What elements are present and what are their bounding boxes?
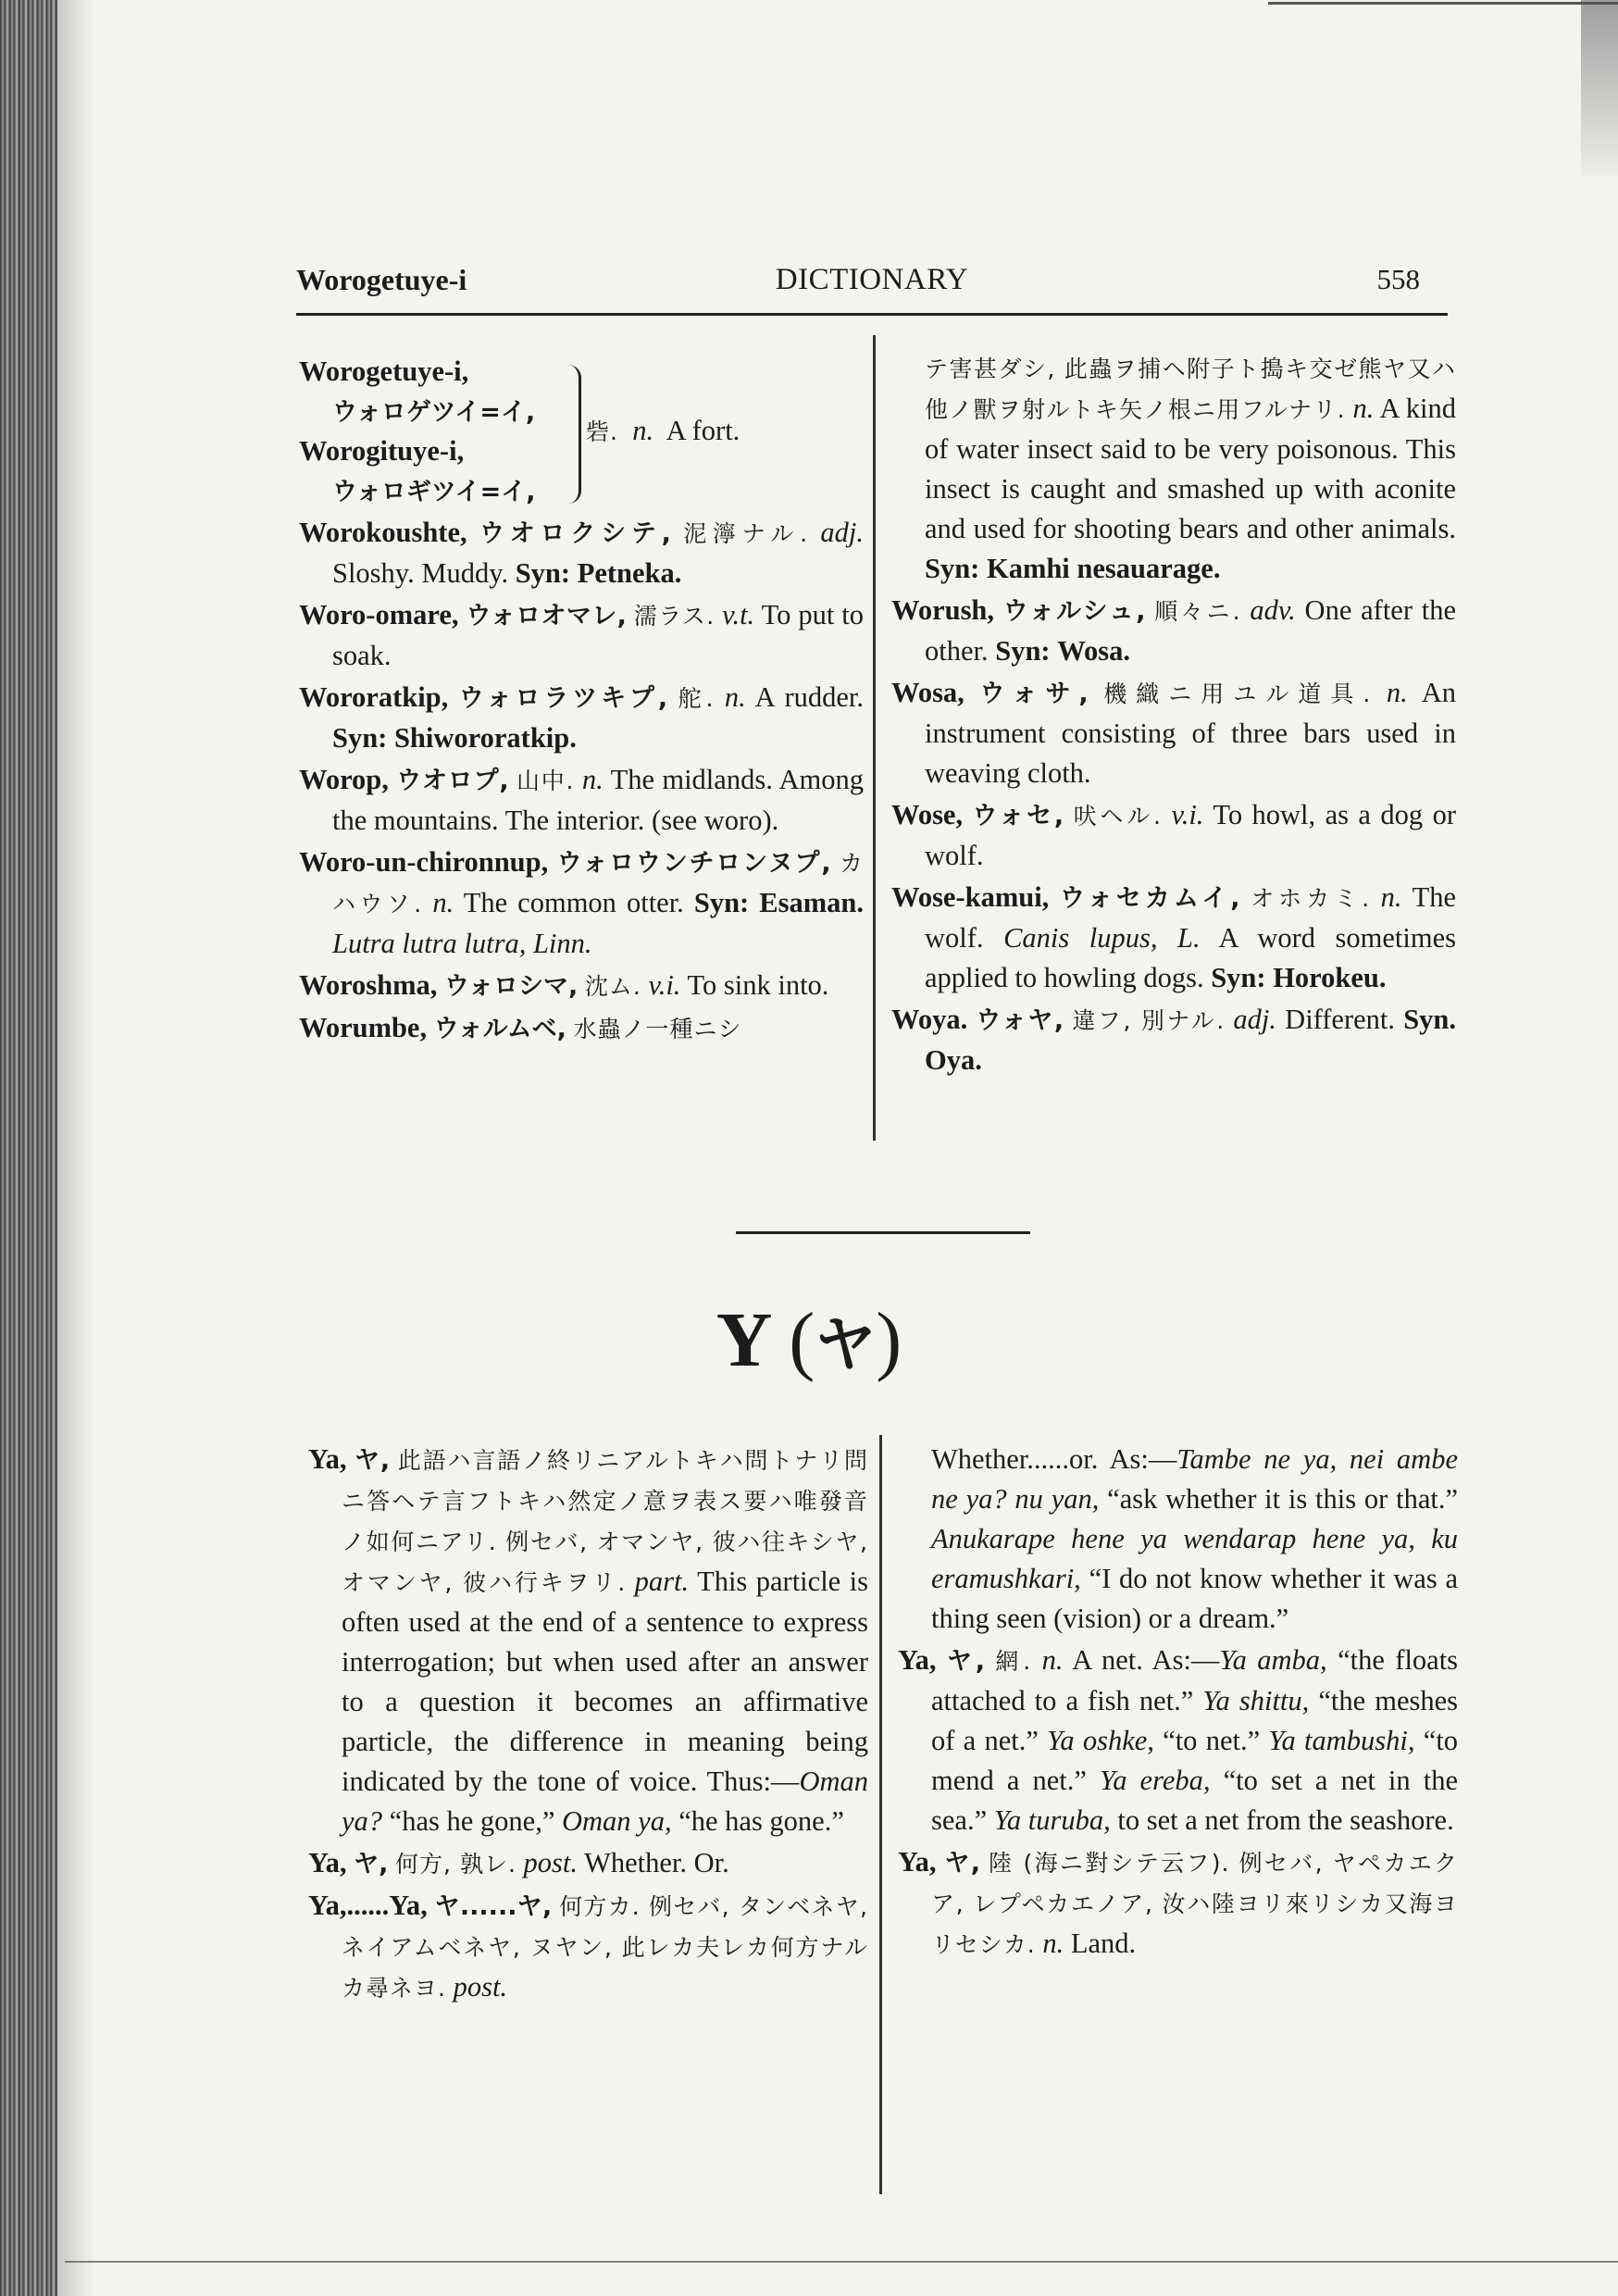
headword: Ya,: [898, 1644, 937, 1676]
katakana: ウォロギツイ=イ,: [332, 478, 536, 506]
part-of-speech: v.i.: [1171, 799, 1204, 830]
lower-left-column: [308, 1440, 868, 2010]
grouping-brace: [567, 365, 581, 504]
entry-wose: [891, 795, 1456, 876]
japanese-gloss: 吠ヘル.: [1073, 803, 1162, 830]
definition: To put to soak.: [332, 599, 865, 671]
synonym: Oya.: [925, 1044, 982, 1076]
japanese-gloss: 何方カ. 例セバ, タンベネヤ, ネイアムベネヤ, ヌヤン, 此レカ夫レカ何方ナルカ尋ネヨ.: [342, 1893, 868, 2002]
scan-top-rule: [1268, 2, 1618, 5]
katakana: ウォロシマ,: [444, 972, 579, 1001]
part-of-speech: n.: [1042, 1928, 1064, 1959]
headword: Worokoushte,: [299, 517, 467, 548]
entry-woro-omare: [299, 595, 864, 676]
entry-woro-un-chironnup: [299, 842, 864, 964]
katakana: ウォサ,: [979, 680, 1089, 708]
definition-extra: A word sometimes applied to howling dogs.: [925, 922, 1456, 993]
headword: Wose,: [891, 799, 964, 830]
lower-right-column: [898, 1440, 1458, 1966]
katakana: ウオロクシテ,: [479, 519, 671, 548]
part-of-speech: post.: [453, 1971, 508, 2003]
definition: An instrument consisting of three bars used in weaving cloth.: [925, 677, 1457, 789]
entry-woroshma: [299, 966, 864, 1006]
japanese-gloss: 陸 (海ニ對シテ云フ). 例セバ, ヤペカエクア, レプペカエノア, 汝ハ陸ヨリ來リシカ又海ヨリセシカ.: [931, 1850, 1458, 1958]
part-of-speech: n.: [632, 415, 654, 446]
definition: The wolf.: [925, 881, 1457, 954]
katakana: ヤ,: [354, 1850, 389, 1878]
example-translation: “he has gone.”: [678, 1805, 844, 1837]
japanese-gloss: 砦.: [586, 418, 618, 445]
part-of-speech: post.: [523, 1847, 578, 1878]
part-of-speech: n.: [1386, 677, 1408, 708]
japanese-gloss: 水蟲ノ一種ニシ: [573, 1016, 742, 1042]
japanese-gloss: 沈ム.: [584, 973, 641, 1000]
part-of-speech: n.: [581, 764, 604, 795]
example-translation: “ask whether it is this or that.”: [1107, 1483, 1458, 1515]
entry-worumbe-continued: [891, 348, 1456, 589]
part-of-speech: n.: [1352, 393, 1375, 424]
definition: A kind of water insect said to be very poisonous. This insect is caught and smashed up with aconite and used for shooting bears and other animals.: [925, 393, 1456, 544]
definition: To howl, as a dog or wolf.: [925, 799, 1456, 871]
definition: The common otter.: [463, 887, 684, 918]
katakana: ヤ,: [944, 1849, 981, 1878]
headword: Ya,: [898, 1846, 937, 1878]
example-translation: “has he gone,”: [389, 1805, 555, 1837]
synonym-label: Syn.: [1403, 1004, 1456, 1035]
part-of-speech: v.i.: [648, 969, 681, 1001]
synonym-label: Syn:: [693, 887, 750, 918]
katakana: ウォルムベ,: [433, 1015, 566, 1043]
entry-worogetuye: [299, 352, 864, 511]
synonym-label: Syn:: [1211, 962, 1266, 993]
headword: Wororatkip,: [299, 681, 449, 713]
definition: The midlands. Among the mountains. The interior. (see woro).: [332, 764, 865, 836]
latin-name: Canis lupus, L.: [1003, 922, 1201, 954]
entry-ya-net: [898, 1641, 1458, 1841]
katakana: ウォロラツキプ,: [458, 684, 668, 713]
headword: Ya,......Ya,: [308, 1890, 428, 1921]
japanese-gloss: 舵.: [678, 685, 715, 712]
binding-shadow: [57, 0, 94, 2296]
katakana: ヤ,: [355, 1446, 391, 1475]
headword: Worogetuye-i,: [299, 356, 469, 387]
definition: Land.: [1070, 1928, 1137, 1959]
example-translation: “the meshes of a net.”: [931, 1685, 1459, 1756]
definition: A fort.: [666, 415, 741, 446]
example: Oman ya,: [561, 1805, 672, 1837]
katakana: ウォセ,: [972, 802, 1064, 830]
katakana: ウォセカムイ,: [1059, 884, 1240, 913]
headword: Woro-omare,: [299, 599, 459, 630]
example: Anukarape hene ya wendarap hene ya, ku eramushkari,: [931, 1523, 1458, 1594]
japanese-gloss: 此語ハ言語ノ終リニアルトキハ問トナリ問ニ答ヘテ言フトキハ然定ノ意ヲ表ス要ハ唯發音ノ如何ニアリ. 例セバ, オマンヤ, 彼ハ往キシヤ, オマンヤ, 彼ハ行キヲリ.: [342, 1447, 869, 1596]
katakana: ウォルシュ,: [1002, 597, 1146, 626]
japanese-gloss: 山中.: [516, 767, 575, 794]
example-translation: “I do not know whether it was a thing seen (vision) or a dream.”: [931, 1563, 1459, 1634]
synonym-label: Syn:: [515, 557, 571, 589]
synonym-label: Syn:: [995, 635, 1051, 667]
entry-worop: [299, 760, 864, 841]
page-number: 558: [1376, 263, 1420, 295]
japanese-gloss: 機織ニ用ユル道具.: [1103, 680, 1372, 707]
japanese-gloss: 何方, 孰レ.: [395, 1851, 517, 1878]
page-title: DICTIONARY: [775, 263, 969, 296]
japanese-gloss: 違フ, 別ナル.: [1072, 1007, 1226, 1034]
japanese-gloss: 順々ニ.: [1154, 598, 1241, 625]
part-of-speech: v.t.: [722, 599, 755, 630]
entry-worush: [891, 591, 1456, 671]
entry-wosa: [891, 673, 1456, 793]
synonym: Shiwororatkip.: [393, 722, 577, 754]
example: Tambe ne ya, nei ambe ne ya? nu yan,: [931, 1443, 1458, 1515]
binding-edge: [0, 0, 57, 2296]
japanese-gloss: オホカミ.: [1251, 885, 1371, 912]
headword: Wosa,: [891, 677, 965, 708]
synonym-label: Syn:: [925, 553, 980, 584]
synonym: Petneka.: [577, 557, 682, 589]
definition: Whether......or. As:—: [931, 1443, 1177, 1475]
japanese-gloss: 濡ラス.: [633, 603, 716, 630]
example: Ya tambushi,: [1268, 1725, 1415, 1756]
example: Ya oshke,: [1047, 1725, 1154, 1756]
japanese-gloss: カハウソ.: [332, 850, 865, 917]
headword: Woya.: [891, 1004, 968, 1035]
part-of-speech: n.: [1380, 881, 1402, 913]
headword: Woroshma,: [299, 969, 438, 1001]
synonym: Kamhi nesauarage.: [986, 553, 1221, 584]
column-divider: [873, 335, 876, 1141]
headword: Woro-un-chironnup,: [299, 846, 549, 878]
synonym: Horokeu.: [1273, 962, 1387, 993]
headword: Worush,: [891, 594, 995, 626]
example: Ya ereba,: [1100, 1765, 1211, 1796]
entry-woya: [891, 1000, 1456, 1080]
definition: A net. As:—: [1072, 1644, 1220, 1676]
column-divider: [879, 1435, 882, 2194]
katakana: ウォヤ,: [976, 1006, 1064, 1035]
part-of-speech: n.: [724, 681, 746, 713]
headword: Worogituye-i,: [299, 435, 465, 467]
definition: Sloshy. Muddy.: [332, 557, 509, 589]
headword: Worop,: [299, 764, 389, 795]
example: Ya turuba,: [993, 1804, 1111, 1836]
katakana: ウオロプ,: [396, 767, 509, 795]
section-rule: [736, 1231, 1030, 1234]
entry-worokoushte: [299, 513, 864, 593]
latin-name: Lutra lutra lutra, Linn.: [332, 928, 592, 959]
synonym-label: Syn:: [332, 722, 388, 754]
part-of-speech: adv.: [1250, 594, 1296, 626]
entry-ya-ya-continued: [898, 1440, 1458, 1639]
katakana: ヤ,: [946, 1647, 985, 1676]
entry-wose-kamui: [891, 878, 1456, 998]
entry-ya-land: [898, 1842, 1458, 1965]
scan-bottom-rule: [65, 2261, 1618, 2263]
part-of-speech: n.: [1041, 1644, 1064, 1676]
guide-word: Worogetuye-i: [296, 263, 467, 296]
example-translation: “to net.”: [1163, 1725, 1261, 1756]
part-of-speech: part.: [634, 1566, 690, 1597]
example: Ya amba,: [1219, 1644, 1327, 1676]
section-heading: Y (ヤ): [716, 1297, 902, 1383]
section-letter: Y: [716, 1297, 770, 1383]
example-translation: “the floats attached to a fish net.”: [931, 1644, 1459, 1716]
definition: This particle is often used at the end of a sentence to express interrogation; but when used after an answer to a question it becomes an affirmative particle, the difference in meaning being indicated by the tone of voice. Thus:—: [342, 1566, 869, 1797]
japanese-gloss: 泥濘ナル.: [683, 520, 809, 547]
header-rule: [296, 313, 1448, 316]
entry-ya-particle: [308, 1440, 868, 1841]
japanese-gloss: テ害甚ダシ, 此蟲ヲ捕ヘ附子ト搗キ交ゼ熊ヤ又ハ他ノ獸ヲ射ルトキ矢ノ根ニ用フルナリ.: [925, 356, 1456, 423]
example-translation: “to set a net in the sea.”: [931, 1765, 1459, 1836]
japanese-gloss: 網.: [995, 1648, 1032, 1675]
definition: Different.: [1285, 1004, 1396, 1035]
katakana: ウォロゲツイ=イ,: [332, 398, 536, 427]
synonym: Esaman.: [759, 887, 864, 918]
definition: One after the other.: [925, 594, 1457, 667]
running-header: [296, 263, 1448, 309]
katakana: ウォロウンチロンヌプ,: [556, 849, 831, 878]
synonym: Wosa.: [1057, 635, 1131, 667]
part-of-speech: adj.: [820, 517, 865, 548]
headword: Ya,: [308, 1847, 347, 1878]
part-of-speech: n.: [432, 887, 454, 918]
definition: Whether. Or.: [584, 1847, 729, 1878]
entry-ya-ya: [308, 1886, 868, 2008]
example-translation: “to mend a net.”: [931, 1725, 1459, 1796]
katakana: ヤ......ヤ,: [434, 1892, 553, 1921]
katakana: ウォロオマレ,: [466, 602, 627, 630]
example: Oman ya?: [342, 1766, 868, 1837]
entry-ya-whether: [308, 1843, 868, 1884]
definition: A rudder.: [754, 681, 864, 713]
upper-left-column: [299, 352, 864, 1051]
upper-right-column: [891, 348, 1456, 1082]
entry-worumbe: [299, 1008, 864, 1049]
scan-corner-shadow: [1581, 0, 1618, 176]
headword: Wose-kamui,: [891, 881, 1050, 913]
headword: Worumbe,: [299, 1012, 428, 1043]
headword: Ya,: [308, 1443, 347, 1475]
example-translation: to set a net from the seashore.: [1117, 1804, 1454, 1836]
example: Ya shittu,: [1202, 1685, 1310, 1716]
part-of-speech: adj.: [1233, 1004, 1276, 1035]
definition: To sink into.: [687, 969, 829, 1001]
section-kana: ヤ: [815, 1309, 877, 1380]
entry-wororatkip: [299, 678, 864, 758]
